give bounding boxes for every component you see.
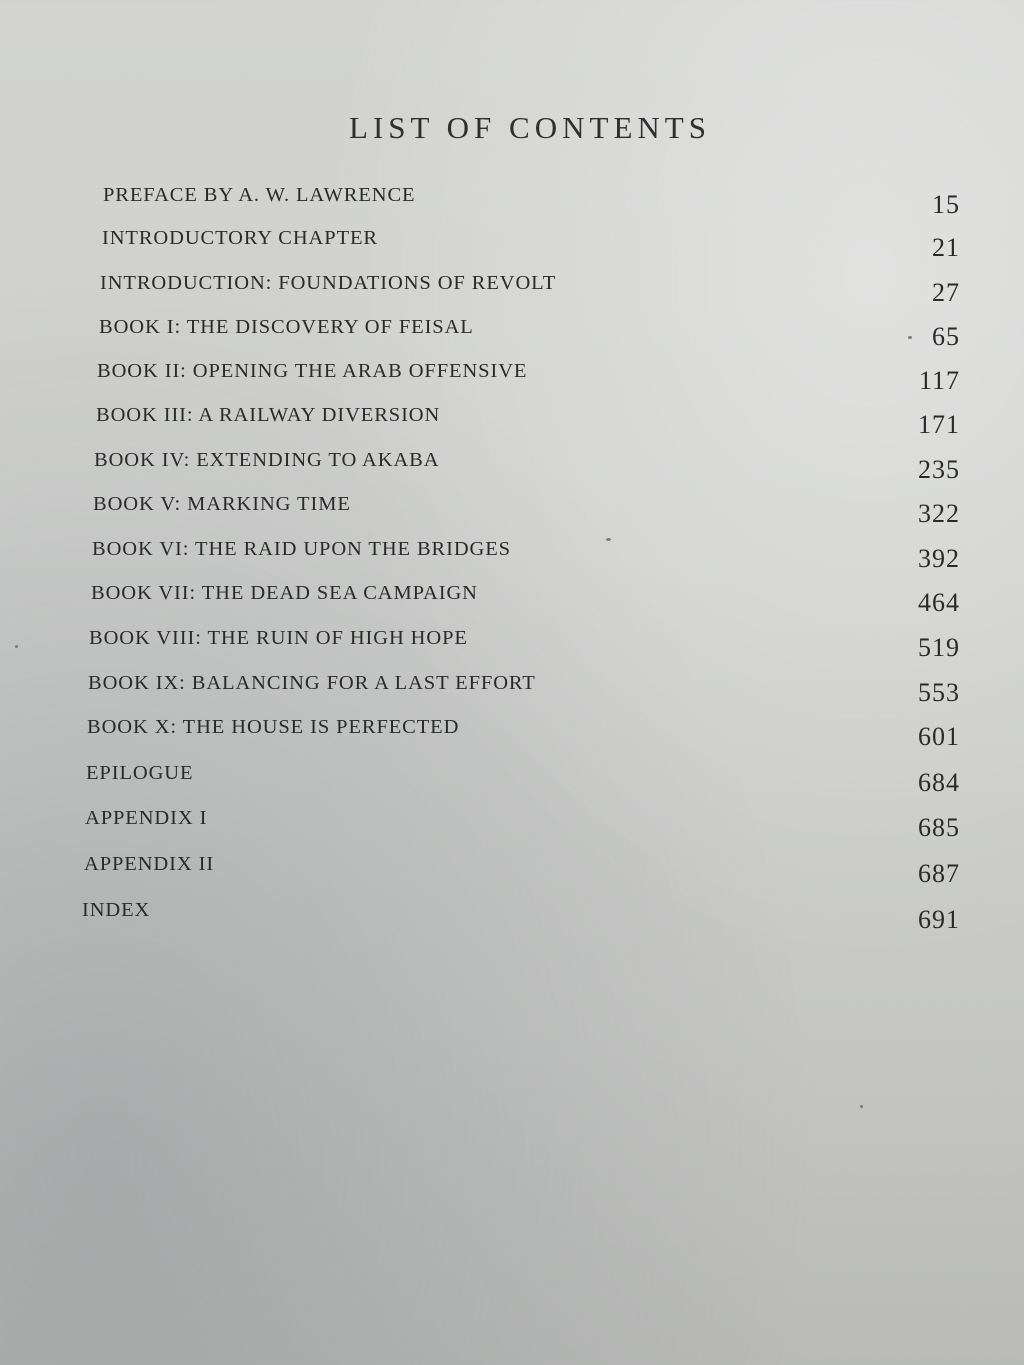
toc-entry-label: INTRODUCTION: FOUNDATIONS OF REVOLT	[100, 272, 557, 294]
toc-entry-page-number: 684	[918, 768, 960, 797]
toc-entry-page-number: 235	[918, 455, 960, 484]
toc-entry-index	[0, 899, 1024, 939]
toc-entry-page-number: 27	[932, 278, 960, 307]
toc-entry-book-3	[0, 404, 1024, 444]
toc-entry-appendix-1	[0, 807, 1024, 847]
toc-entry-label: BOOK V: MARKING TIME	[93, 493, 351, 515]
toc-entry-page-number: 117	[918, 366, 960, 395]
toc-entry-page-number: 171	[918, 410, 960, 439]
paper-speck	[606, 538, 611, 541]
toc-entry-label: BOOK X: THE HOUSE IS PERFECTED	[87, 716, 460, 738]
toc-entry-label: BOOK III: A RAILWAY DIVERSION	[96, 404, 441, 426]
paper-speck	[860, 1105, 863, 1108]
toc-entry-page-number: 519	[918, 633, 960, 662]
toc-entry-book-5	[0, 493, 1024, 533]
toc-entry-page-number: 65	[932, 322, 960, 351]
toc-entry-label: INDEX	[82, 899, 151, 921]
toc-entry-preface	[0, 184, 1024, 224]
toc-entry-label: APPENDIX I	[85, 807, 208, 829]
toc-entry-page-number: 15	[932, 190, 960, 219]
toc-entry-label: BOOK IX: BALANCING FOR A LAST EFFORT	[88, 672, 536, 694]
paper-speck	[15, 645, 18, 648]
toc-entry-label: BOOK VIII: THE RUIN OF HIGH HOPE	[89, 627, 468, 649]
toc-entry-book-7	[0, 582, 1024, 622]
toc-entry-label: APPENDIX II	[84, 853, 215, 875]
toc-entry-label: BOOK IV: EXTENDING TO AKABA	[94, 449, 440, 471]
toc-entry-label: INTRODUCTORY CHAPTER	[102, 227, 378, 249]
toc-entry-label: BOOK VII: THE DEAD SEA CAMPAIGN	[91, 582, 478, 604]
toc-entry-page-number: 322	[918, 499, 960, 528]
toc-entry-epilogue	[0, 762, 1024, 802]
toc-entry-page-number: 687	[918, 859, 960, 888]
toc-entry-book-10	[0, 716, 1024, 756]
toc-entry-label: BOOK II: OPENING THE ARAB OFFENSIVE	[97, 360, 528, 382]
toc-entry-book-4	[0, 449, 1024, 489]
toc-entry-page-number: 691	[918, 905, 960, 934]
toc-entry-book-1	[0, 316, 1024, 356]
toc-entry-appendix-2	[0, 853, 1024, 893]
toc-entry-page-number: 464	[918, 588, 960, 617]
toc-entry-page-number: 685	[918, 813, 960, 842]
toc-entry-page-number: 553	[918, 678, 960, 707]
toc-entry-book-6	[0, 538, 1024, 578]
toc-entry-introductory-chapter	[0, 227, 1024, 267]
toc-entry-page-number: 601	[918, 722, 960, 751]
toc-entry-label: BOOK I: THE DISCOVERY OF FEISAL	[99, 316, 474, 338]
toc-entry-book-2	[0, 360, 1024, 400]
toc-entry-label: EPILOGUE	[86, 762, 194, 784]
paper-speck	[908, 336, 912, 339]
toc-entry-introduction	[0, 272, 1024, 312]
toc-entry-label: BOOK VI: THE RAID UPON THE BRIDGES	[92, 538, 511, 560]
toc-entry-page-number: 392	[918, 544, 960, 573]
toc-entry-page-number: 21	[932, 233, 960, 262]
toc-entry-book-9	[0, 672, 1024, 712]
page-title: LIST OF CONTENTS	[349, 110, 711, 145]
toc-entry-label: PREFACE BY A. W. LAWRENCE	[103, 184, 416, 206]
toc-entry-book-8	[0, 627, 1024, 667]
